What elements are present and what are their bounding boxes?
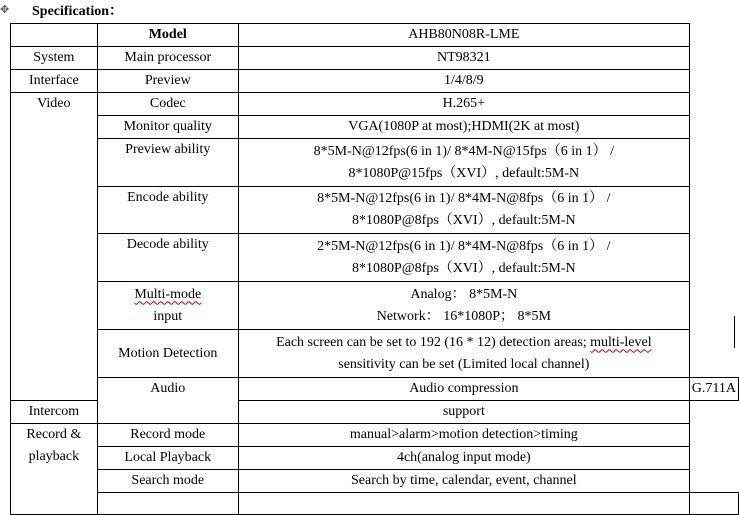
- table-row: [11, 330, 739, 378]
- row-value: [238, 139, 689, 187]
- group-record-playback: [11, 424, 98, 515]
- model-label: Model: [97, 24, 238, 47]
- row-label: Preview: [97, 70, 238, 93]
- empty-cell: [238, 493, 689, 515]
- table-row-model: [11, 24, 739, 47]
- value-line: 8*1080P@8fps（XVI）, default:5M-N: [352, 213, 576, 228]
- row-label: Motion Detection: [97, 330, 238, 378]
- row-label: Monitor quality: [97, 116, 238, 139]
- row-value: H.265+: [238, 93, 689, 116]
- row-label: Local Playback: [97, 447, 238, 470]
- value-line: Network： 16*1080P； 8*5M: [376, 308, 551, 324]
- row-value: Search by time, calendar, event, channel: [238, 470, 689, 493]
- empty-cell: [97, 493, 238, 515]
- value-line: 8*5M-N@12fps(6 in 1)/ 8*4M-N@15fps（6 in 1） /: [313, 143, 614, 159]
- row-value: support: [238, 401, 689, 424]
- value-line: 8*1080P@15fps（XVI）, default:5M-N: [348, 165, 580, 181]
- row-label: Preview ability: [97, 139, 238, 187]
- value-line: sensitivity can be set (Limited local channel): [338, 356, 590, 372]
- row-value: [238, 330, 689, 378]
- value-line: Analog： 8*5M-N: [410, 286, 518, 302]
- value-line: 8*5M-N@12fps(6 in 1)/ 8*4M-N@8fps（6 in 1） /: [317, 191, 611, 206]
- table-row: [11, 447, 739, 470]
- value-line: 2*5M-N@12fps(6 in 1)/ 8*4M-N@8fps（6 in 1） /: [317, 238, 611, 254]
- row-label: Audio compression: [238, 378, 689, 401]
- group-line: playback: [28, 449, 80, 464]
- table-row: [11, 139, 739, 187]
- group-audio: Audio: [97, 378, 238, 424]
- empty-cell: [11, 24, 98, 47]
- group-interface: Interface: [11, 70, 98, 93]
- empty-cell: [689, 493, 738, 515]
- row-label: Main processor: [97, 47, 238, 70]
- table-row: [11, 378, 739, 401]
- group-video: Video: [11, 93, 98, 401]
- table-row: [11, 47, 739, 70]
- page-title: Specification：: [32, 4, 123, 19]
- model-value: AHB80N08R-LME: [238, 24, 689, 47]
- specification-table: [10, 23, 739, 515]
- group-line: Record &: [26, 427, 82, 442]
- table-row: [11, 282, 739, 330]
- table-row: [11, 234, 739, 282]
- table-row: [11, 470, 739, 493]
- row-value: [238, 187, 689, 234]
- label-line: Multi-mode: [134, 286, 202, 302]
- row-label: Intercom: [11, 401, 98, 424]
- table-row: [11, 187, 739, 234]
- row-label: Encode ability: [97, 187, 238, 234]
- label-line: input: [153, 308, 183, 324]
- table-row-cut-off: [11, 493, 739, 515]
- row-value: manual>alarm>motion detection>timing: [238, 424, 689, 447]
- value-line: 8*1080P@8fps（XVI）, default:5M-N: [352, 260, 576, 276]
- row-label: [97, 282, 238, 330]
- row-value: [238, 282, 689, 330]
- text-cursor: [734, 316, 735, 348]
- row-value: VGA(1080P at most);HDMI(2K at most): [238, 116, 689, 139]
- row-value: NT98321: [238, 47, 689, 70]
- row-value: [238, 234, 689, 282]
- table-row: [11, 70, 739, 93]
- group-system: System: [11, 47, 98, 70]
- row-label: Record mode: [97, 424, 238, 447]
- row-label: Codec: [97, 93, 238, 116]
- row-value: G.711A: [689, 378, 738, 401]
- table-row: [11, 424, 739, 447]
- table-row: [11, 93, 739, 116]
- row-value: 4ch(analog input mode): [238, 447, 689, 470]
- value-line: [241, 332, 687, 354]
- table-move-handle-icon[interactable]: ✥: [0, 3, 10, 16]
- row-value: 1/4/8/9: [238, 70, 689, 93]
- value-text: Each screen can be set to 192 (16 * 12) detection areas;: [276, 334, 591, 350]
- table-row: [11, 116, 739, 139]
- row-label: Decode ability: [97, 234, 238, 282]
- row-label: Search mode: [97, 470, 238, 493]
- value-text: multi-level: [590, 334, 652, 350]
